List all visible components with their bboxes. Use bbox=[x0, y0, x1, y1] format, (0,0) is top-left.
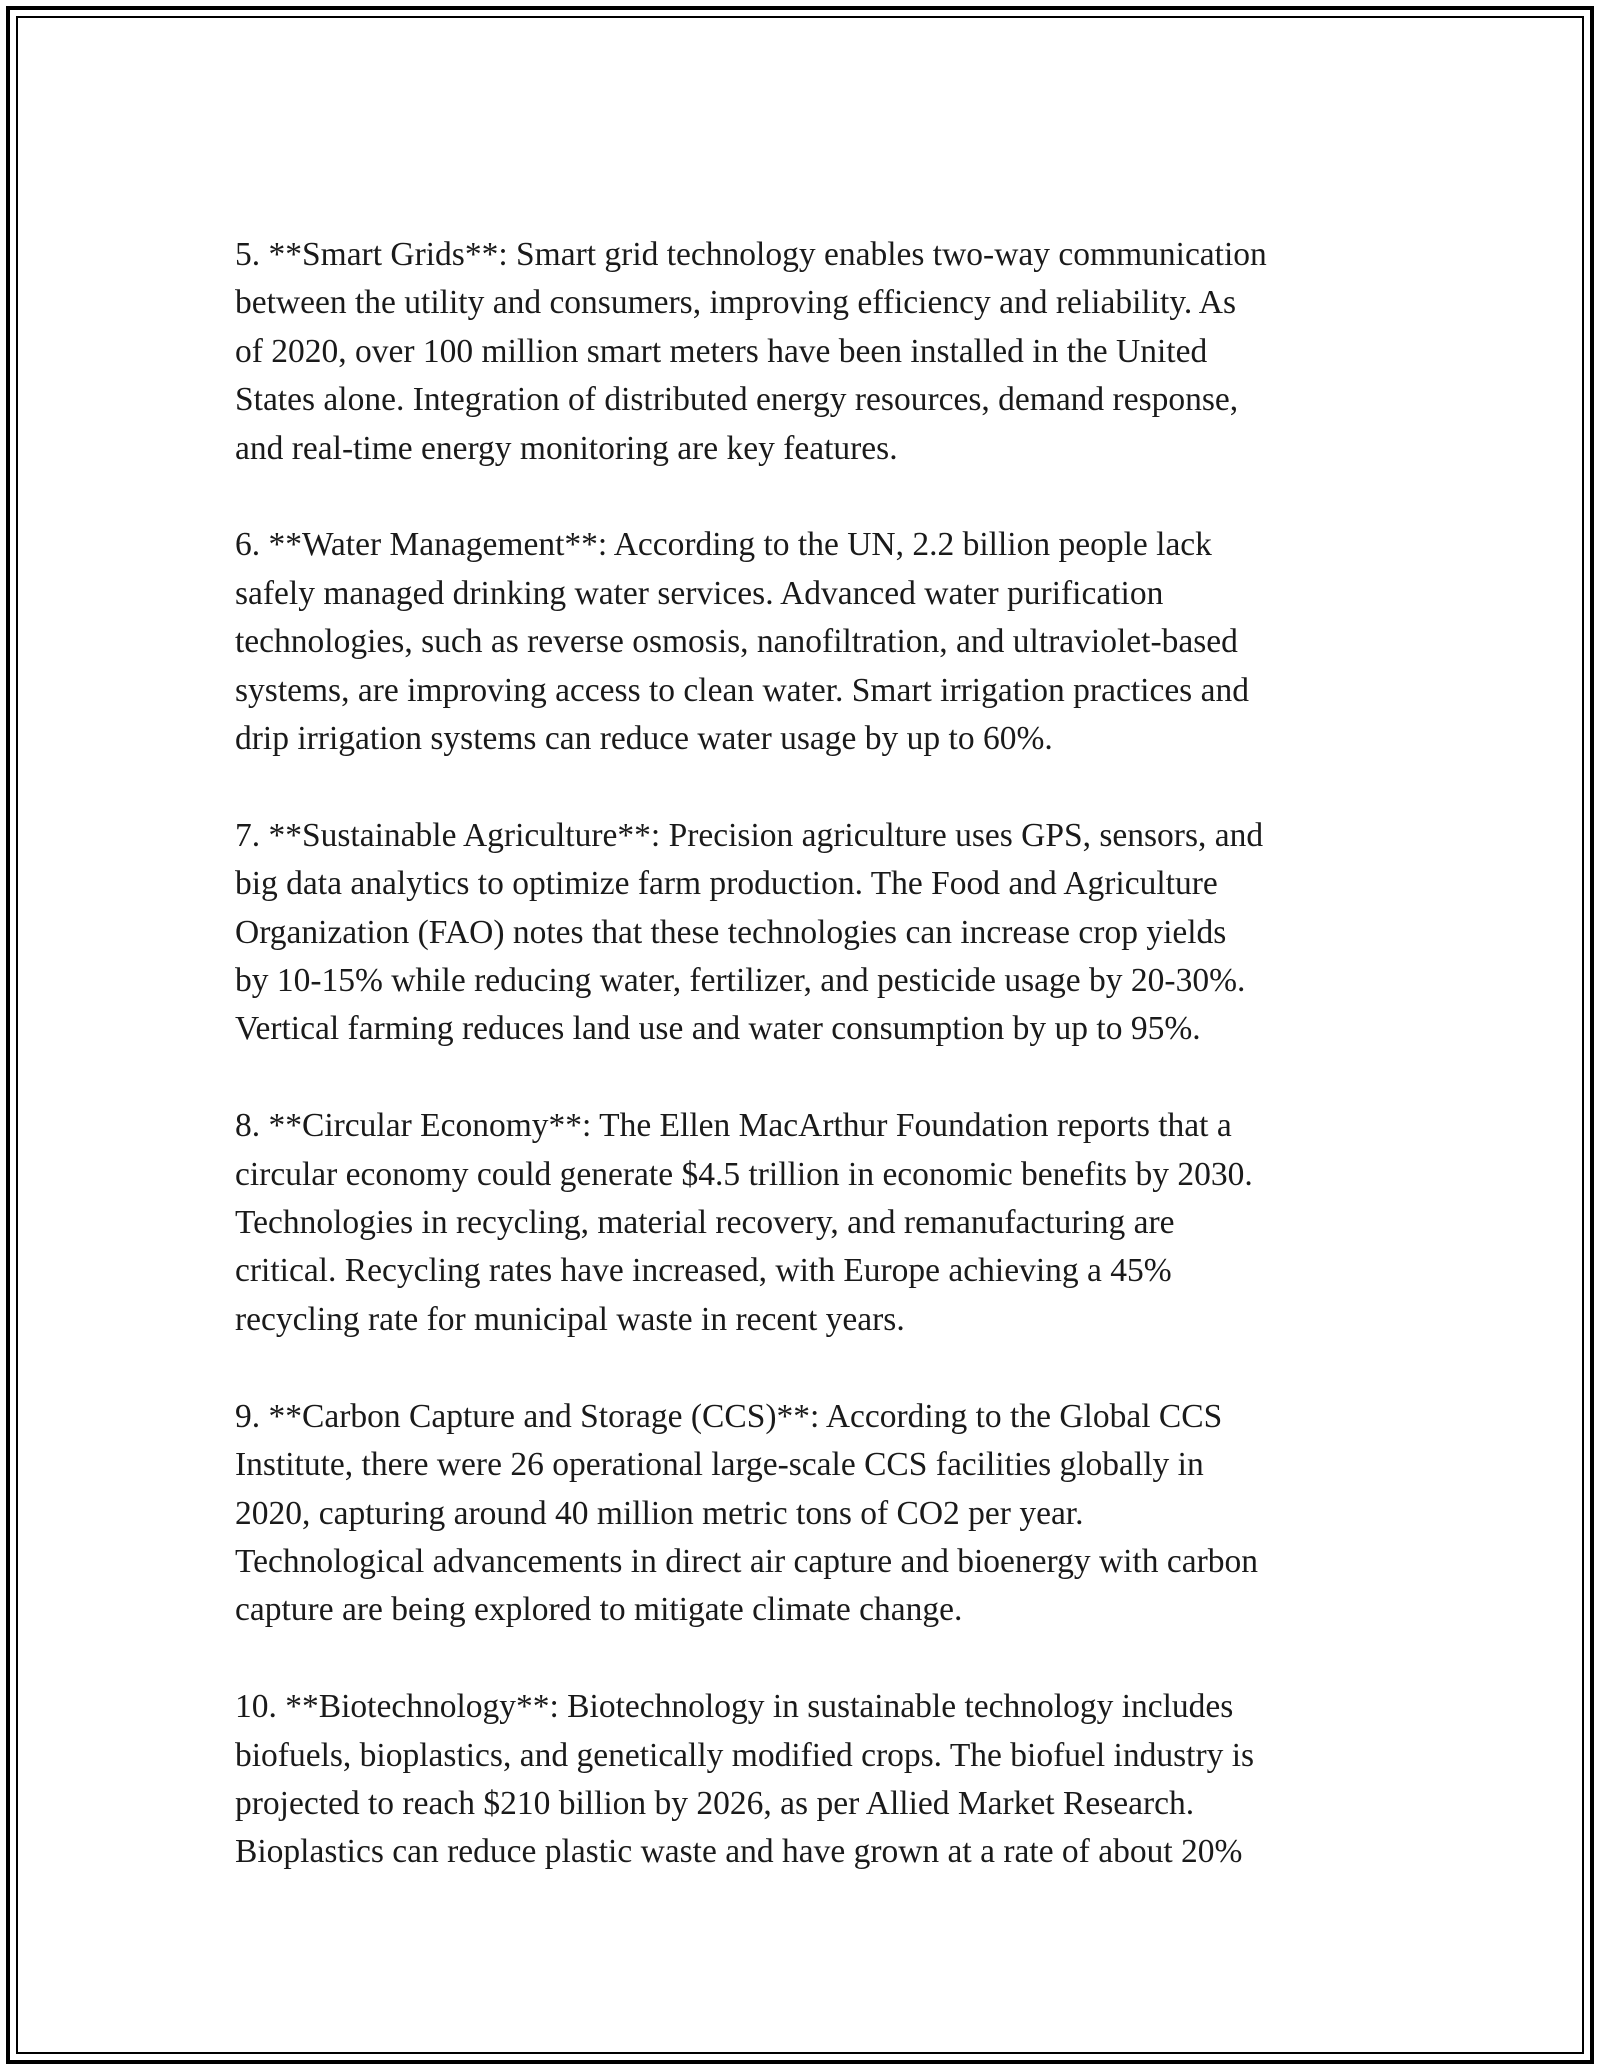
text-line: 5. **Smart Grids**: Smart grid technology enables two-way communication bbox=[235, 236, 1267, 273]
paragraph-sustainable-agriculture bbox=[235, 812, 1385, 1054]
text-line: circular economy could generate $4.5 trillion in economic benefits by 2030. bbox=[235, 1155, 1253, 1193]
text-line: drip irrigation systems can reduce water usage by up to 60%. bbox=[235, 720, 1053, 758]
text-line: between the utility and consumers, improving efficiency and reliability. As bbox=[235, 284, 1237, 322]
text-line: by 10-15% while reducing water, fertilizer, and pesticide usage by 20-30%. bbox=[235, 962, 1246, 1000]
paragraph-smart-grids bbox=[235, 231, 1385, 473]
paragraph-circular-economy bbox=[235, 1102, 1385, 1344]
text-line: of 2020, over 100 million smart meters have been installed in the United bbox=[235, 332, 1208, 370]
text-line: Technological advancements in direct air capture and bioenergy with carbon bbox=[235, 1542, 1259, 1580]
text-line: critical. Recycling rates have increased, with Europe achieving a 45% bbox=[235, 1252, 1172, 1290]
text-line: capture are being explored to mitigate climate change. bbox=[235, 1591, 963, 1629]
text-line: big data analytics to optimize farm production. The Food and Agriculture bbox=[235, 865, 1218, 903]
text-line: recycling rate for municipal waste in recent years. bbox=[235, 1300, 905, 1338]
paragraph-biotechnology bbox=[235, 1683, 1385, 1877]
text-line: projected to reach $210 billion by 2026, as per Allied Market Research. bbox=[235, 1784, 1195, 1822]
text-line: 6. **Water Management**: According to the UN, 2.2 billion people lack bbox=[235, 526, 1212, 564]
text-line: biofuels, bioplastics, and genetically modified crops. The biofuel industry is bbox=[235, 1736, 1255, 1774]
text-line: systems, are improving access to clean water. Smart irrigation practices and bbox=[235, 671, 1249, 709]
paragraph-water-management bbox=[235, 521, 1385, 763]
text-line: technologies, such as reverse osmosis, nanofiltration, and ultraviolet-based bbox=[235, 623, 1238, 661]
text-line: Vertical farming reduces land use and water consumption by up to 95%. bbox=[235, 1010, 1201, 1048]
document-body bbox=[235, 231, 1385, 1877]
text-line: 9. **Carbon Capture and Storage (CCS)**: According to the Global CCS bbox=[235, 1397, 1223, 1435]
text-line: 8. **Circular Economy**: The Ellen MacArthur Foundation reports that a bbox=[235, 1107, 1232, 1145]
paragraph-carbon-capture bbox=[235, 1393, 1385, 1635]
text-line: Bioplastics can reduce plastic waste and have grown at a rate of about 20% bbox=[235, 1833, 1243, 1871]
text-line: 7. **Sustainable Agriculture**: Precision agriculture uses GPS, sensors, and bbox=[235, 816, 1264, 854]
text-line: safely managed drinking water services. Advanced water purification bbox=[235, 574, 1164, 612]
text-line: 10. **Biotechnology**: Biotechnology in sustainable technology includes bbox=[235, 1688, 1234, 1726]
text-line: and real-time energy monitoring are key features. bbox=[235, 429, 898, 467]
text-line: Organization (FAO) notes that these technologies can increase crop yields bbox=[235, 913, 1227, 951]
text-line: States alone. Integration of distributed energy resources, demand response, bbox=[235, 381, 1239, 419]
text-line: 2020, capturing around 40 million metric tons of CO2 per year. bbox=[235, 1494, 1084, 1532]
text-line: Technologies in recycling, material recovery, and remanufacturing are bbox=[235, 1204, 1175, 1242]
text-line: Institute, there were 26 operational large-scale CCS facilities globally in bbox=[235, 1446, 1204, 1484]
